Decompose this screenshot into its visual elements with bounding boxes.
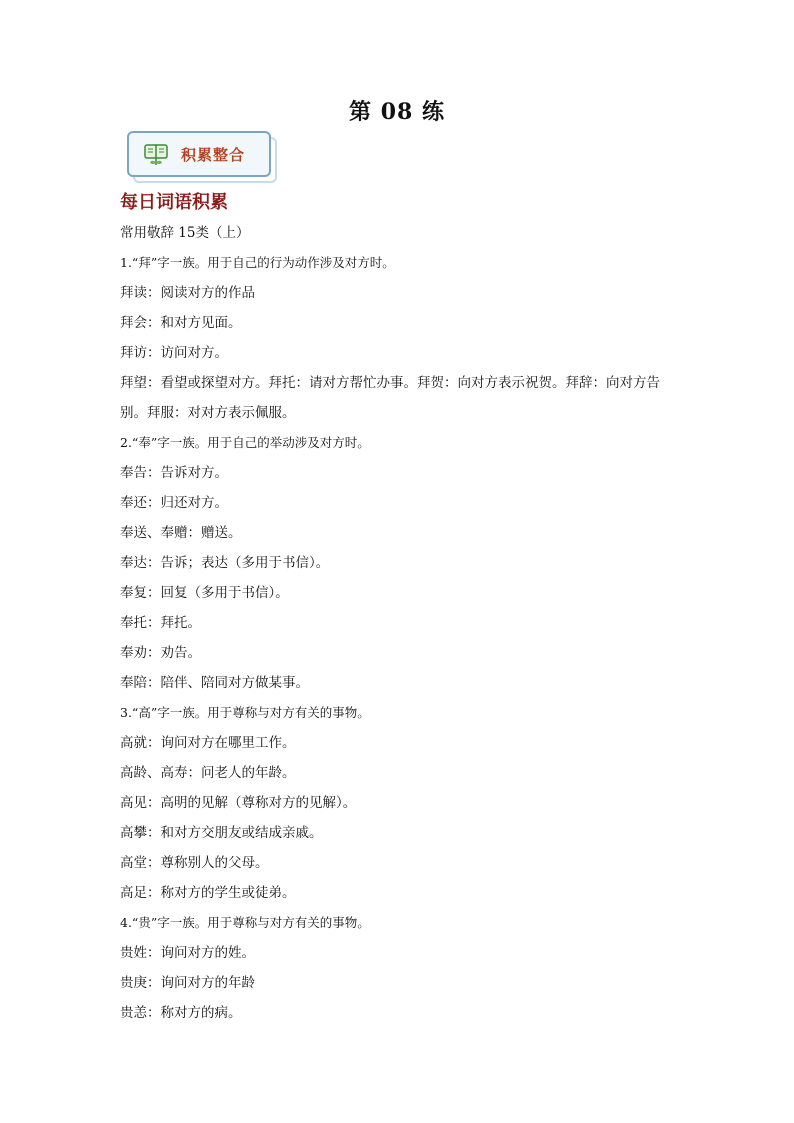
section-heading: 每日词语积累 [120, 192, 228, 213]
list-item: 奉送、奉赠：赠送。 [120, 525, 242, 541]
banner-box [127, 131, 271, 177]
book-plant-icon [143, 142, 169, 168]
group-heading: 3.“高”字一族。用于尊称与对方有关的事物。 [120, 705, 370, 720]
list-item: 奉达：告诉；表达（多用于书信）。 [120, 555, 330, 571]
list-item: 拜访：访问对方。 [120, 345, 228, 361]
list-item: 奉陪：陪伴、陪同对方做某事。 [120, 675, 309, 691]
page-title: 第 08 练 [349, 99, 445, 125]
list-item: 高堂：尊称别人的父母。 [120, 855, 269, 871]
list-item: 奉托：拜托。 [120, 615, 201, 631]
list-item: 奉复：回复（多用于书信）。 [120, 585, 289, 601]
list-item: 拜会：和对方见面。 [120, 315, 242, 331]
section-banner [127, 131, 273, 177]
group-heading: 4.“贵”字一族。用于尊称与对方有关的事物。 [120, 915, 370, 930]
list-item: 贵姓：询问对方的姓。 [120, 945, 255, 961]
group-heading: 1.“拜”字一族。用于自己的行为动作涉及对方时。 [120, 255, 395, 270]
list-item: 奉劝：劝告。 [120, 645, 201, 661]
vocabulary-list [120, 218, 680, 1028]
list-item: 奉还：归还对方。 [120, 495, 228, 511]
list-item: 贵庚：询问对方的年龄 [120, 975, 255, 991]
list-item: 高就：询问对方在哪里工作。 [120, 735, 296, 751]
list-item: 拜望：看望或探望对方。拜托：请对方帮忙办事。拜贺：向对方表示祝贺。拜辞：向对方告别。拜服：对对方表示佩服。 [120, 375, 660, 421]
group-heading: 2.“奉”字一族。用于自己的举动涉及对方时。 [120, 435, 370, 450]
list-item: 贵恙：称对方的病。 [120, 1005, 242, 1021]
list-item: 高足：称对方的学生或徒弟。 [120, 885, 296, 901]
list-intro: 常用敬辞 15类（上） [120, 225, 250, 241]
list-item: 奉告：告诉对方。 [120, 465, 228, 481]
list-item: 高见：高明的见解（尊称对方的见解）。 [120, 795, 357, 811]
list-item: 拜读：阅读对方的作品 [120, 285, 255, 301]
list-item: 高攀：和对方交朋友或结成亲戚。 [120, 825, 323, 841]
banner-label: 积累整合 [181, 146, 246, 164]
list-item: 高龄、高寿：问老人的年龄。 [120, 765, 296, 781]
